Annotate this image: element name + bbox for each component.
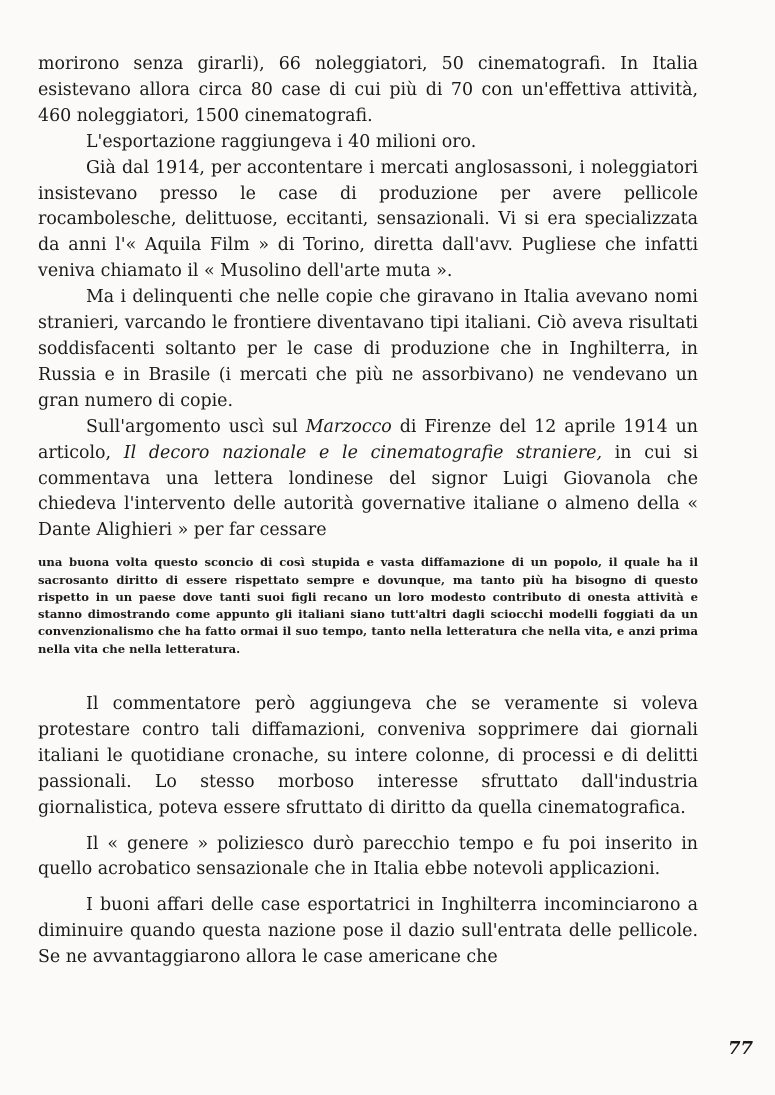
paragraph-5-text-a: Sull'argomento uscì sul [86, 416, 306, 437]
paragraph-1: morirono senza girarli), 66 noleggiatori, 50 cinematografi. In Italia esistevano allora circa 80 case di cui più di 70 con un'effettiva attività, 460 noleggiatori, 1500 cinematografi. [38, 54, 698, 126]
block-quote: una buona volta questo sconcio di così stupida e vasta diffamazione di un popolo, il quale ha il sacrosanto diritto di essere rispettato sempre e dovunque, ma tanto più ha bisogno di questo rispetto in un paese dove tanti suoi figli recano un loro modesto contributo di onesta attività e stanno dimostrando come appunto gli italiani siano tutt'altri dagli sciocchi modelli foggiati da un convenzionalismo che ha fatto ormai il suo tempo, tanto nella letteratura che nella vita, e anzi prima nella vita che nella letteratura. [38, 555, 698, 656]
paragraph-8: I buoni affari delle case esportatrici in Inghilterra incominciarono a diminuire quando questa nazione pose il dazio sull'entrata delle pellicole. Se ne avvantaggiarono allora le case americane che [38, 895, 698, 968]
paragraph-5 [38, 415, 698, 545]
page-number: 77 [727, 1038, 753, 1059]
paragraph-6: Il commentatore però aggiungeva che se veramente si voleva protestare contro tali diffamazioni, conveniva sopprimere dai giornali italiani le quotidiane cronache, su intere colonne, di processi e di delitti passionali. Lo stesso morboso interesse sfruttato dall'industria giornalistica, poteva essere sfruttato di diritto da quella cinematografica. [38, 694, 698, 818]
paragraph-3: Già dal 1914, per accontentare i mercati anglosassoni, i noleggiatori insistevano presso le case di produzione per avere pellicole rocambolesche, delittuose, eccitanti, sensazionali. Vi si era specializzata da anni l'« Aquila Film » di Torino, diretta dall'avv. Pugliese che infatti veniva chiamato il « Musolino dell'arte muta ». [38, 157, 698, 282]
paragraph-5-text-e: in cui si commentava una lettera londinese del signor Luigi Giovanola che chiedeva l'intervento delle autorità governative italiane o almeno della « Dante Alighieri » per far cessare [38, 442, 698, 541]
periodical-title: Marzocco [305, 416, 392, 437]
paragraph-gap [38, 883, 698, 893]
page-body [38, 52, 698, 971]
paragraph-4: Ma i delinquenti che nelle copie che giravano in Italia avevano nomi stranieri, varcando le frontiere diventavano tipi italiani. Ciò aveva risultati soddisfacenti soltanto per le case di produzione che in Inghilterra, in Russia e in Brasile (i mercati che più ne assorbivano) ne vendevano un gran numero di copie. [38, 287, 698, 411]
article-title: Il decoro nazionale e le cinematografie straniere, [123, 442, 602, 463]
paragraph-2: L'esportazione raggiungeva i 40 milioni oro. [86, 131, 477, 152]
paragraph-7: Il « genere » poliziesco durò parecchio tempo e fu poi inserito in quello acrobatico sensazionale che in Italia ebbe notevoli applicazioni. [38, 833, 698, 880]
paragraph-5-text-c: di Firenze del 12 aprile 1914 un articolo, [38, 416, 698, 463]
paragraph-gap [38, 822, 698, 832]
section-spacer [38, 658, 698, 692]
